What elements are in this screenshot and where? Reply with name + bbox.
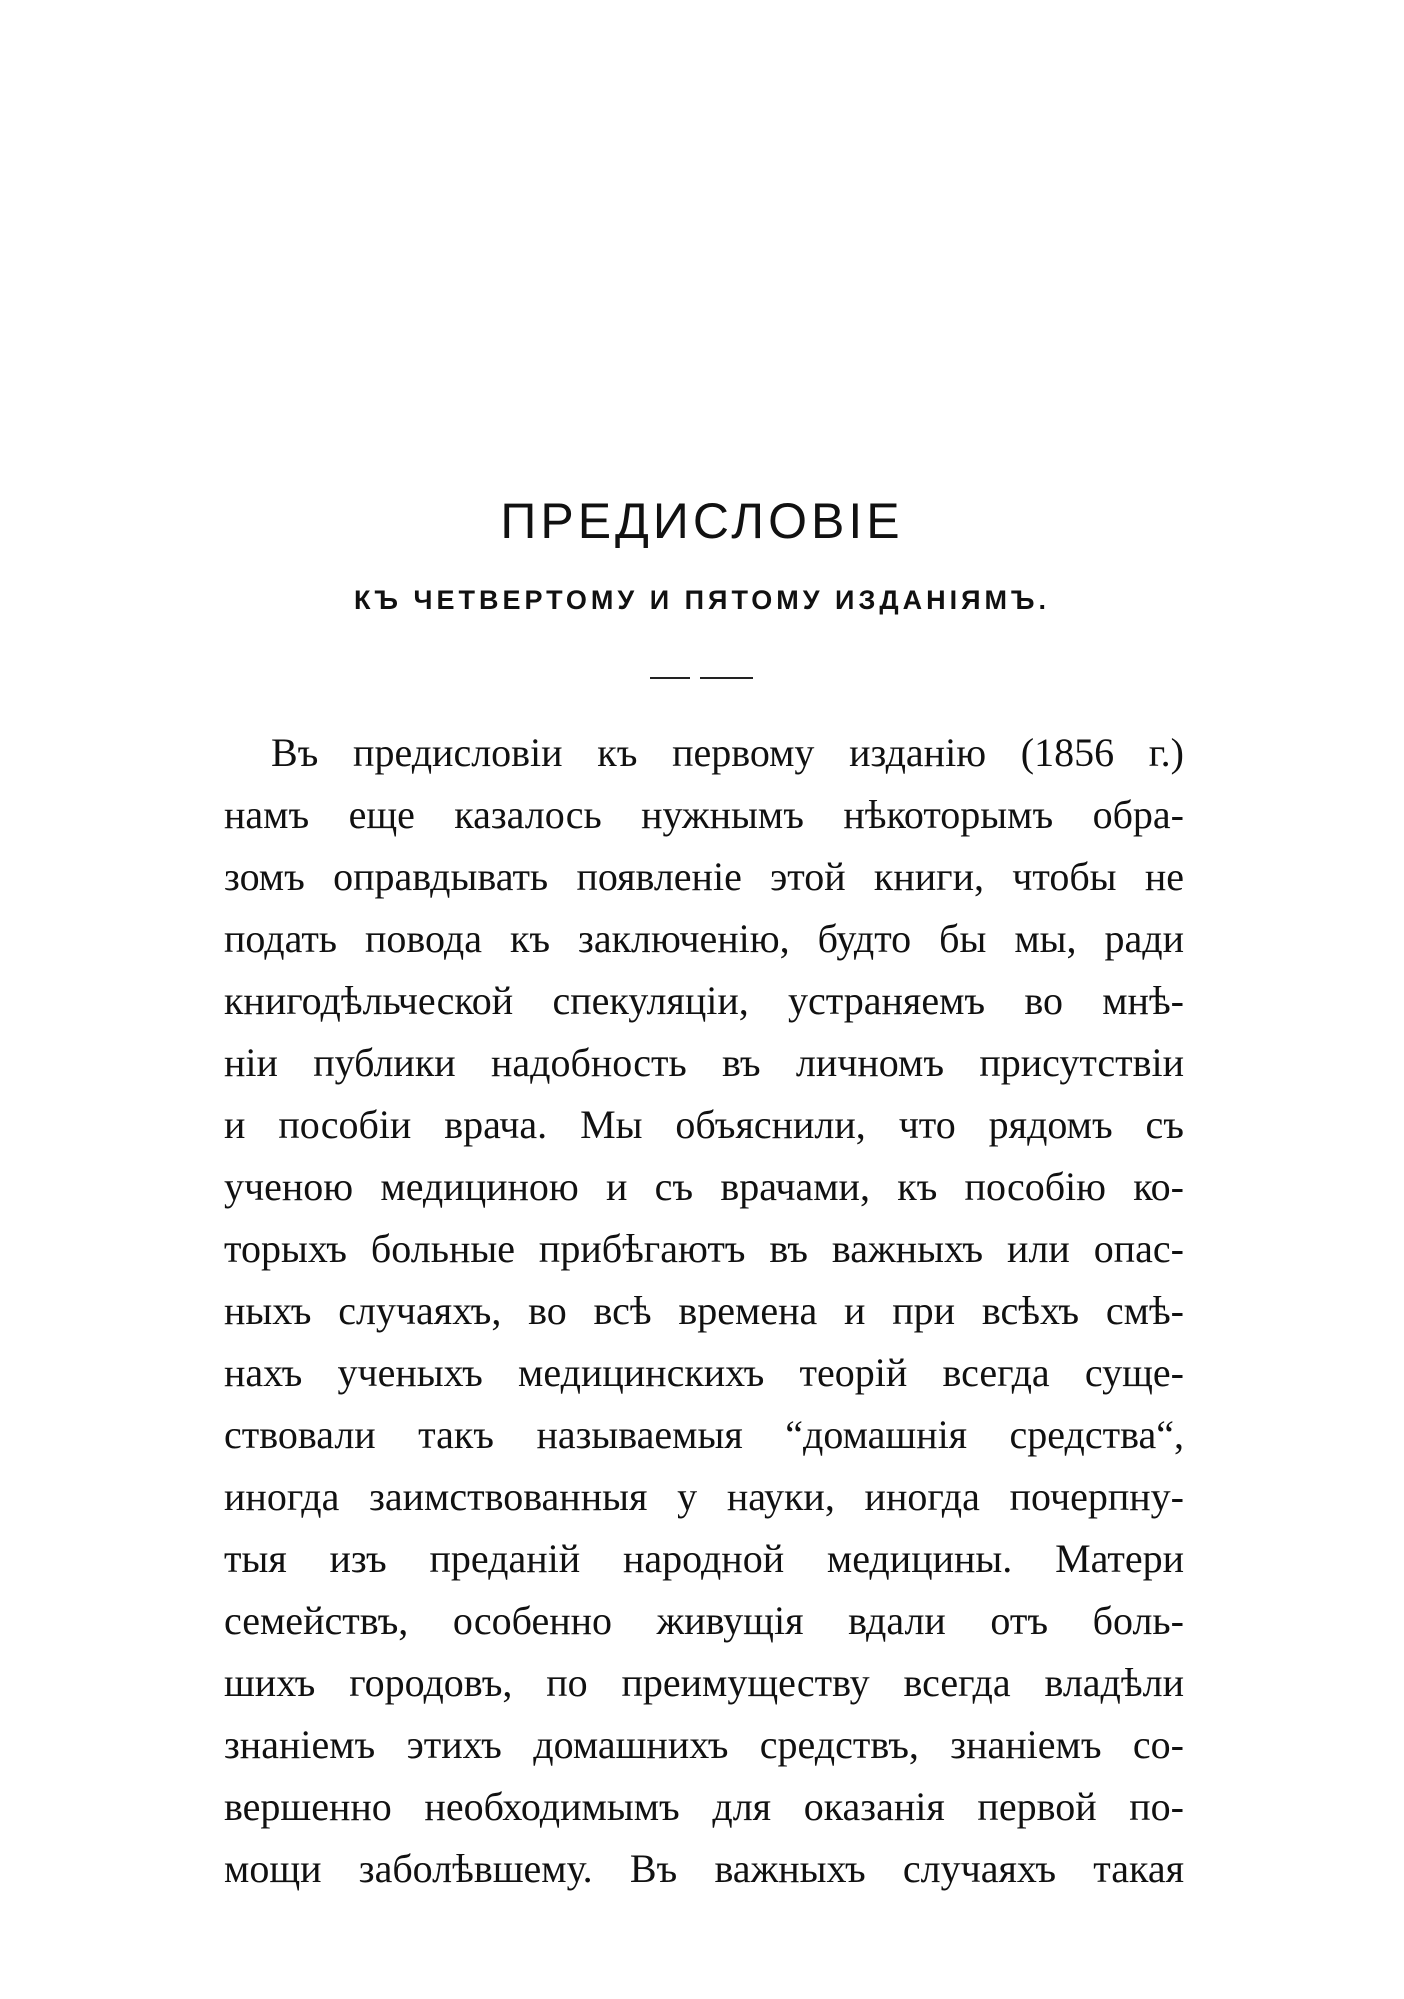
text-line: вершенно необходимымъ для оказанія первой по-: [224, 1784, 1184, 1829]
text-line: семействъ, особенно живущія вдали отъ боль-: [224, 1598, 1184, 1643]
text-line: знаніемъ этихъ домашнихъ средствъ, знаніемъ со-: [224, 1722, 1184, 1767]
text-line: иногда заимствованныя у науки, иногда почерпну-: [224, 1474, 1184, 1519]
text-line: книгодѣльческой спекуляціи, устраняемъ во мнѣ-: [224, 978, 1184, 1023]
text-line: торыхъ больные прибѣгаютъ въ важныхъ или опас-: [224, 1226, 1184, 1271]
text-line: мощи заболѣвшему. Въ важныхъ случаяхъ такая: [224, 1846, 1184, 1891]
page-title: ПРЕДИСЛОВІЕ: [500, 492, 904, 549]
page-subtitle: КЪ ЧЕТВЕРТОМУ И ПЯТОМУ ИЗДАНІЯМЪ.: [354, 585, 1050, 615]
text-line: нахъ ученыхъ медицинскихъ теорій всегда суще-: [224, 1350, 1184, 1395]
text-line: ніи публики надобность въ личномъ присутствіи: [224, 1040, 1184, 1085]
text-line: намъ еще казалось нужнымъ нѣкоторымъ обра-: [224, 792, 1184, 837]
text-line: тыя изъ преданій народной медицины. Матери: [224, 1536, 1184, 1581]
text-line: подать повода къ заключенію, будто бы мы, ради: [224, 916, 1184, 961]
text-line: шихъ городовъ, по преимуществу всегда владѣли: [224, 1660, 1184, 1705]
text-line: ныхъ случаяхъ, во всѣ времена и при всѣхъ смѣ-: [224, 1288, 1184, 1333]
text-line: зомъ оправдывать появленіе этой книги, чтобы не: [224, 854, 1184, 899]
text-line: ствовали такъ называемыя “домашнія средства“,: [224, 1412, 1184, 1457]
text-line: ученою медициною и съ врачами, къ пособію ко-: [224, 1164, 1184, 1209]
text-line: и пособіи врача. Мы объяснили, что рядомъ съ: [224, 1102, 1184, 1147]
text-line: Въ предисловіи къ первому изданію (1856 г.): [271, 730, 1184, 775]
